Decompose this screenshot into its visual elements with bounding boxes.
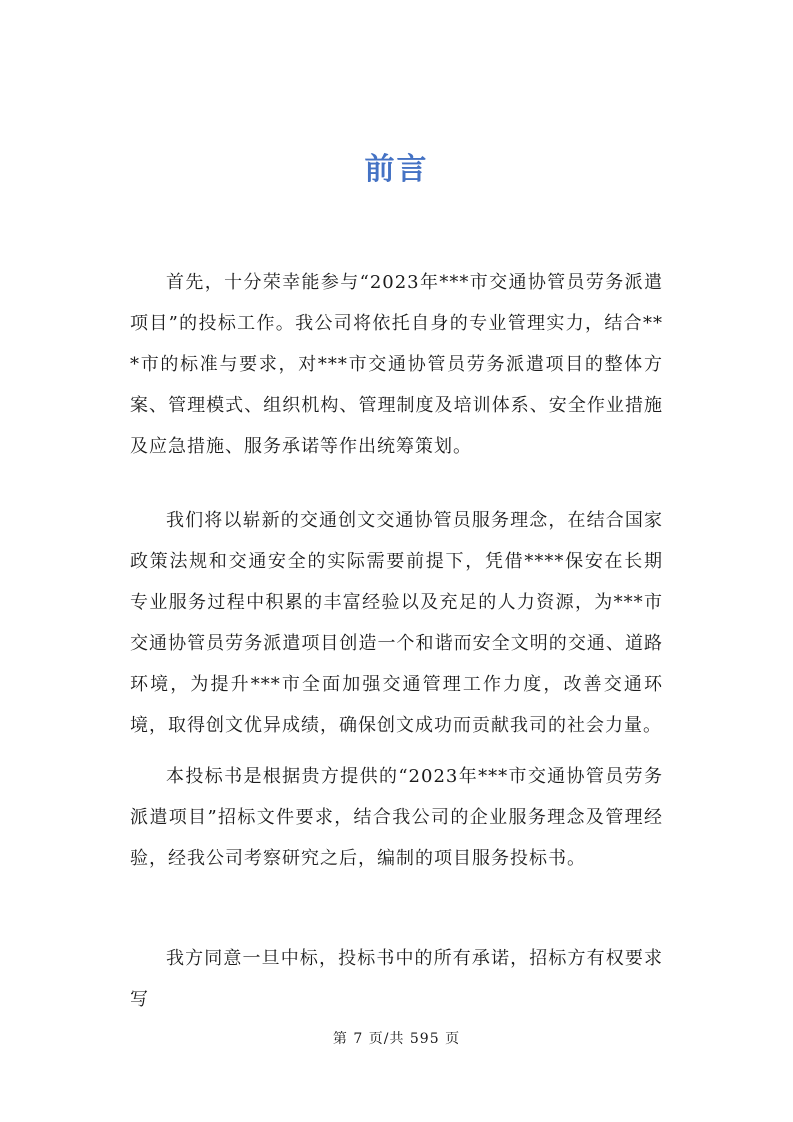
page-title: 前言 [364,152,429,188]
paragraph-commitment: 我方同意一旦中标，投标书中的所有承诺，招标方有权要求写 [130,948,663,1010]
page-footer-number: 第 7 页/共 595 页 [332,1031,461,1047]
paragraph-service-concept: 我们将以崭新的交通创文交通协管员服务理念，在结合国家政策法规和交通安全的实际需要前提下，凭借****保安在长期专业服务过程中积累的丰富经验以及充足的人力资源，为***市交通协管员劳务派遣项目创造一个和谐而安全文明的交通、道路环境，为提升***市全面加强交通管理工作力度，改善交通环境，取得创文优异成绩，确保创文成功而贡献我司的社会力量。 [130,510,663,736]
paragraph-intro: 首先，十分荣幸能参与“2023年***市交通协管员劳务派遣项目”的投标工作。我公司将依托自身的专业管理实力，结合***市的标准与要求，对***市交通协管员劳务派遣项目的整体方案、管理模式、组织机构、管理制度及培训体系、安全作业措施及应急措施、服务承诺等作出统筹策划。 [130,272,663,457]
paragraph-bid-basis: 本投标书是根据贵方提供的“2023年***市交通协管员劳务派遣项目”招标文件要求，结合我公司的企业服务理念及管理经验，经我公司考察研究之后，编制的项目服务投标书。 [130,766,663,869]
